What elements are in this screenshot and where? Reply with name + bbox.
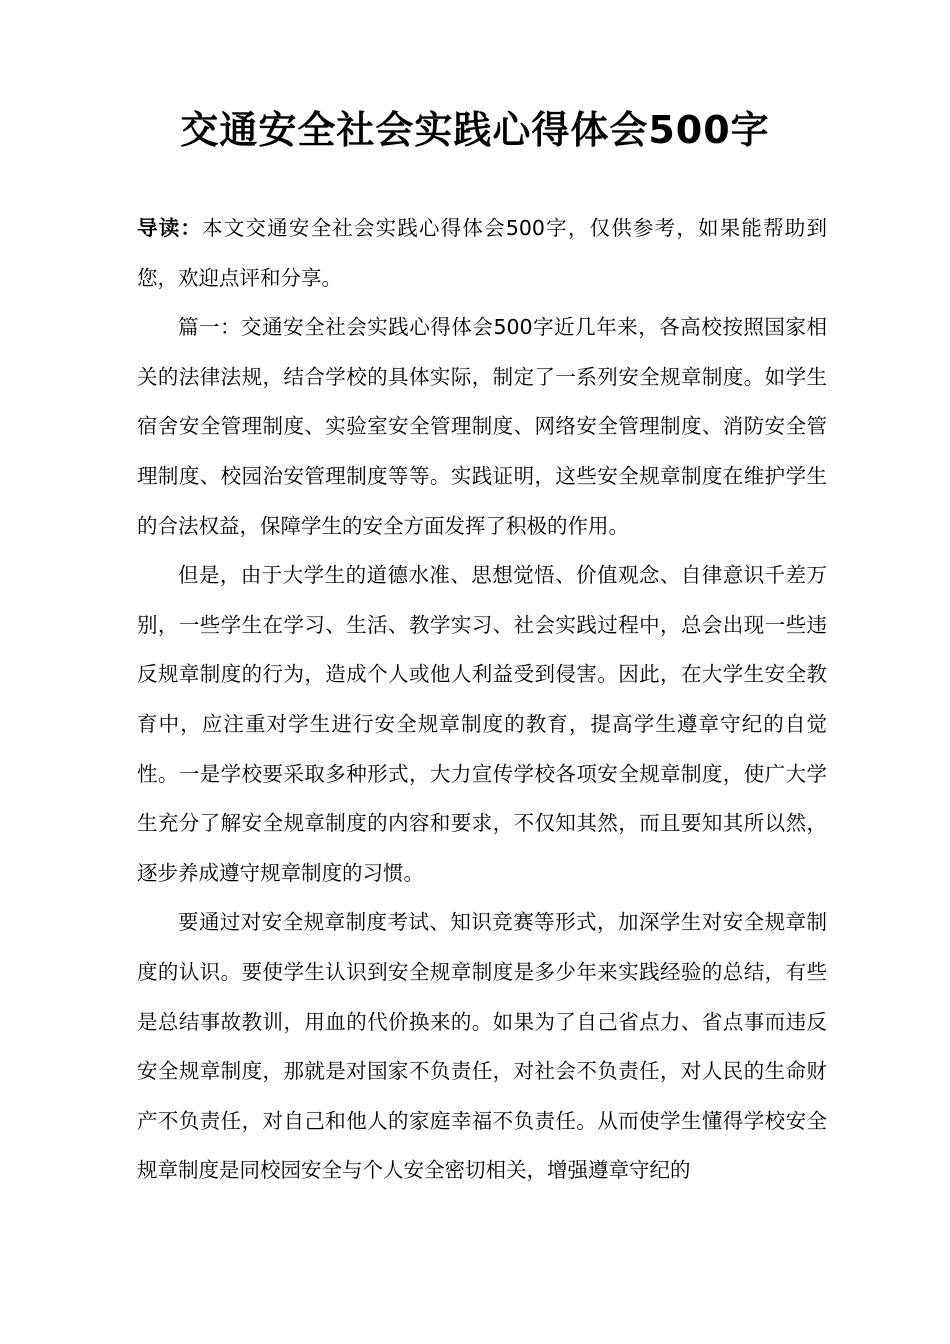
paragraph-2: 但是，由于大学生的道德水准、思想觉悟、价值观念、自律意识千差万别，一些学生在学习、生活、教学实习、社会实践过程中，总会出现一些违反规章制度的行为，造成个人或他人利益受到侵害。因此，在大学生安全教育中，应注重对学生进行安全规章制度的教育，提高学生遵章守纪的自觉性。一是学校要采取多种形式，大力宣传学校各项安全规章制度，使广大学生充分了解安全规章制度的内容和要求，不仅知其然，而且要知其所以然，逐步养成遵守规章制度的习惯。 (137, 563, 827, 885)
document-title: 交通安全社会实践心得体会500字 (180, 108, 770, 152)
paragraph-3: 要通过对安全规章制度考试、知识竞赛等形式，加深学生对安全规章制度的认识。要使学生认识到安全规章制度是多少年来实践经验的总结，有些是总结事故教训，用血的代价换来的。如果为了自己省点力、省点事而违反安全规章制度，那就是对国家不负责任，对社会不负责任，对人民的生命财产不负责任，对自己和他人的家庭幸福不负责任。从而使学生懂得学校安全规章制度是同校园安全与个人安全密切相关，增强遵章守纪的 (137, 910, 827, 1183)
intro-text: 本文交通安全社会实践心得体会500字，仅供参考，如果能帮助到您，欢迎点评和分享。 (137, 216, 827, 290)
paragraph-1: 篇一：交通安全社会实践心得体会500字近几年来，各高校按照国家相关的法律法规，结合学校的具体实际，制定了一系列安全规章制度。如学生宿舍安全管理制度、实验室安全管理制度、网络安全管理制度、消防安全管理制度、校园治安管理制度等等。实践证明，这些安全规章制度在维护学生的合法权益，保障学生的安全方面发挥了积极的作用。 (137, 315, 827, 538)
document-body (137, 204, 827, 1196)
intro-label: 导读： (137, 216, 203, 240)
intro-paragraph (137, 204, 827, 303)
